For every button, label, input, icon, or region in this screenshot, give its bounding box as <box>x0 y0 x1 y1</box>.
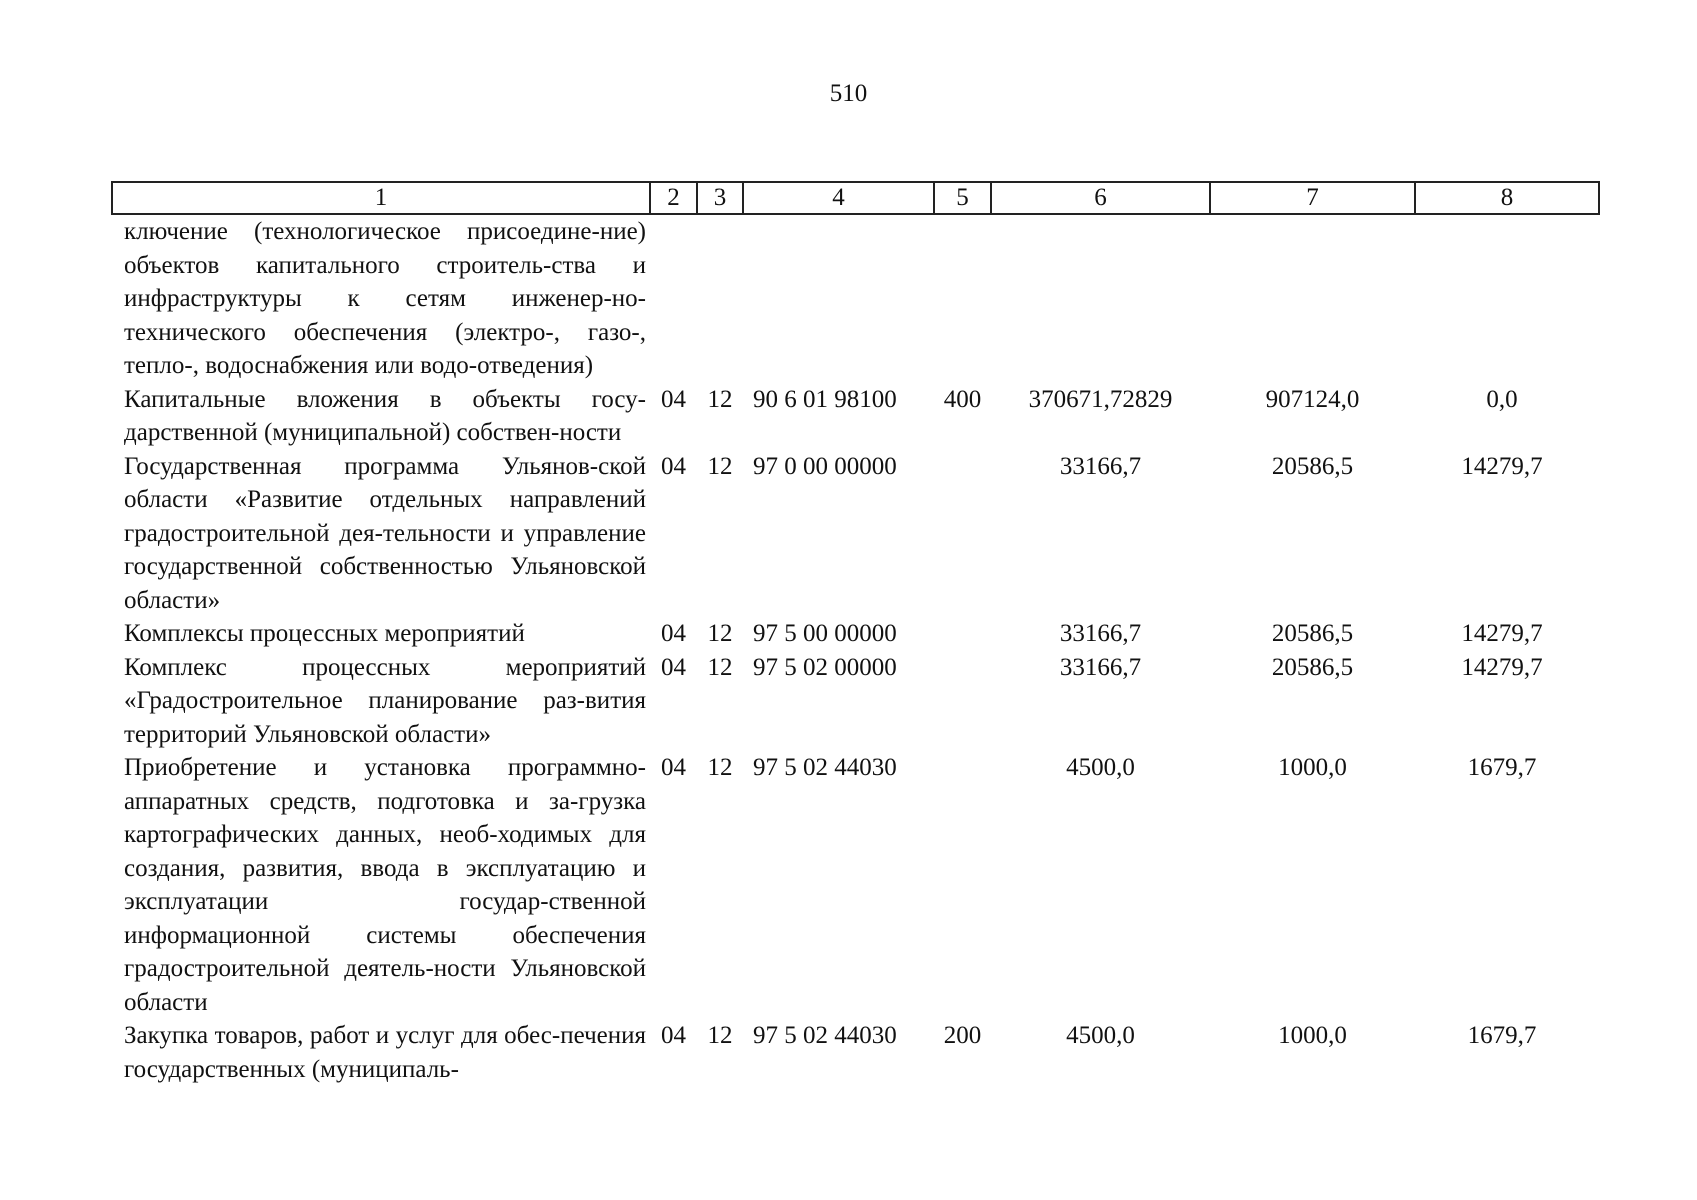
table-row <box>112 651 1599 752</box>
cell-expense-type <box>934 651 991 752</box>
cell-target-code: 90 6 01 98100 <box>753 385 897 413</box>
cell-expense-type: 400 <box>943 385 982 413</box>
column-header-3: 3 <box>697 182 743 214</box>
row-description: Закупка товаров, работ и услуг для обес-печения государственных (муниципаль- <box>124 1022 646 1083</box>
cell-amount-6: 4500,0 <box>1066 1022 1135 1049</box>
cell-target-code: 97 5 02 44030 <box>753 1022 897 1049</box>
table-row <box>112 450 1599 618</box>
cell-expense-type <box>934 617 991 651</box>
cell-section: 04 <box>661 385 686 413</box>
cell-target-code: 97 5 02 00000 <box>753 653 897 681</box>
cell-expense-type <box>934 450 991 618</box>
cell-amount-8: 14279,7 <box>1461 452 1543 480</box>
column-header-7: 7 <box>1210 182 1415 214</box>
cell-amount-8: 1679,7 <box>1467 754 1537 781</box>
row-description: Государственная программа Ульянов-ской области «Развитие отдельных направлений градостроительной дея-тельности и управление государственной собственностью Ульяновской области» <box>124 452 646 614</box>
cell-amount-7 <box>1210 214 1415 383</box>
cell-amount-8: 14279,7 <box>1461 620 1543 647</box>
row-description: ключение (технологическое присоедине-ние) объектов капитального строитель-ства и инфраструктуры к сетям инженер-но-технического обеспечения (электро-, газо-, тепло-, водоснабжения или водо-отведения) <box>124 218 646 379</box>
cell-expense-type <box>934 751 991 1019</box>
cell-expense-type: 200 <box>943 1022 982 1049</box>
cell-target-code <box>743 214 934 383</box>
table-row <box>112 617 1599 651</box>
cell-amount-6: 4500,0 <box>1066 754 1135 781</box>
cell-amount-8: 0,0 <box>1486 385 1518 413</box>
table-row <box>112 751 1599 1019</box>
budget-table <box>111 181 1600 1086</box>
cell-amount-8: 14279,7 <box>1461 653 1543 681</box>
cell-amount-7: 20586,5 <box>1271 452 1354 480</box>
cell-subsection: 12 <box>707 385 733 413</box>
cell-amount-7: 1000,0 <box>1278 754 1347 781</box>
cell-target-code: 97 5 02 44030 <box>753 754 897 781</box>
cell-subsection: 12 <box>707 754 733 781</box>
row-description: Комплексы процессных мероприятий <box>124 620 525 647</box>
cell-amount-6: 33166,7 <box>1059 653 1142 681</box>
header-row <box>112 182 1599 214</box>
cell-target-code: 97 5 00 00000 <box>753 620 897 647</box>
table-row <box>112 1019 1599 1086</box>
column-header-8: 8 <box>1415 182 1599 214</box>
cell-subsection: 12 <box>707 620 733 647</box>
cell-expense-type <box>934 214 991 383</box>
column-header-2: 2 <box>650 182 697 214</box>
cell-amount-6: 33166,7 <box>1059 620 1142 647</box>
cell-subsection: 12 <box>707 1022 733 1049</box>
cell-amount-8 <box>1415 214 1599 383</box>
cell-section <box>650 214 697 383</box>
page-number: 510 <box>829 80 868 107</box>
cell-target-code: 97 0 00 00000 <box>753 452 897 480</box>
column-header-5: 5 <box>934 182 991 214</box>
column-header-6: 6 <box>991 182 1210 214</box>
cell-section: 04 <box>661 1022 686 1049</box>
column-header-1: 1 <box>112 182 650 214</box>
cell-amount-6: 33166,7 <box>1059 452 1142 480</box>
row-description: Капитальные вложения в объекты госу-дарственной (муниципальной) собствен-ности <box>124 385 646 446</box>
cell-amount-7: 907124,0 <box>1265 385 1360 413</box>
table-row <box>112 214 1599 383</box>
cell-amount-8: 1679,7 <box>1467 1022 1537 1049</box>
cell-amount-7: 1000,0 <box>1278 1022 1347 1049</box>
cell-section: 04 <box>661 754 686 781</box>
cell-section: 04 <box>661 653 686 681</box>
cell-subsection: 12 <box>707 653 733 681</box>
cell-amount-7: 20586,5 <box>1271 620 1354 647</box>
cell-subsection: 12 <box>707 452 733 480</box>
row-description: Приобретение и установка программно-аппаратных средств, подготовка и за-грузка картографических данных, необ-ходимых для создания, развития, ввода в эксплуатацию и эксплуатации государ-ственной информационной системы обеспечения градостроительной деятель-ности Ульяновской области <box>124 754 646 1016</box>
row-description: Комплекс процессных мероприятий «Градостроительное планирование раз-вития территорий Ульяновской области» <box>124 653 646 748</box>
cell-amount-6: 370671,72829 <box>1028 385 1173 413</box>
cell-section: 04 <box>661 452 686 480</box>
cell-subsection <box>697 214 743 383</box>
cell-section: 04 <box>661 620 686 647</box>
cell-amount-6 <box>991 214 1210 383</box>
table-row <box>112 383 1599 450</box>
column-header-4: 4 <box>743 182 934 214</box>
cell-amount-7: 20586,5 <box>1271 653 1354 681</box>
